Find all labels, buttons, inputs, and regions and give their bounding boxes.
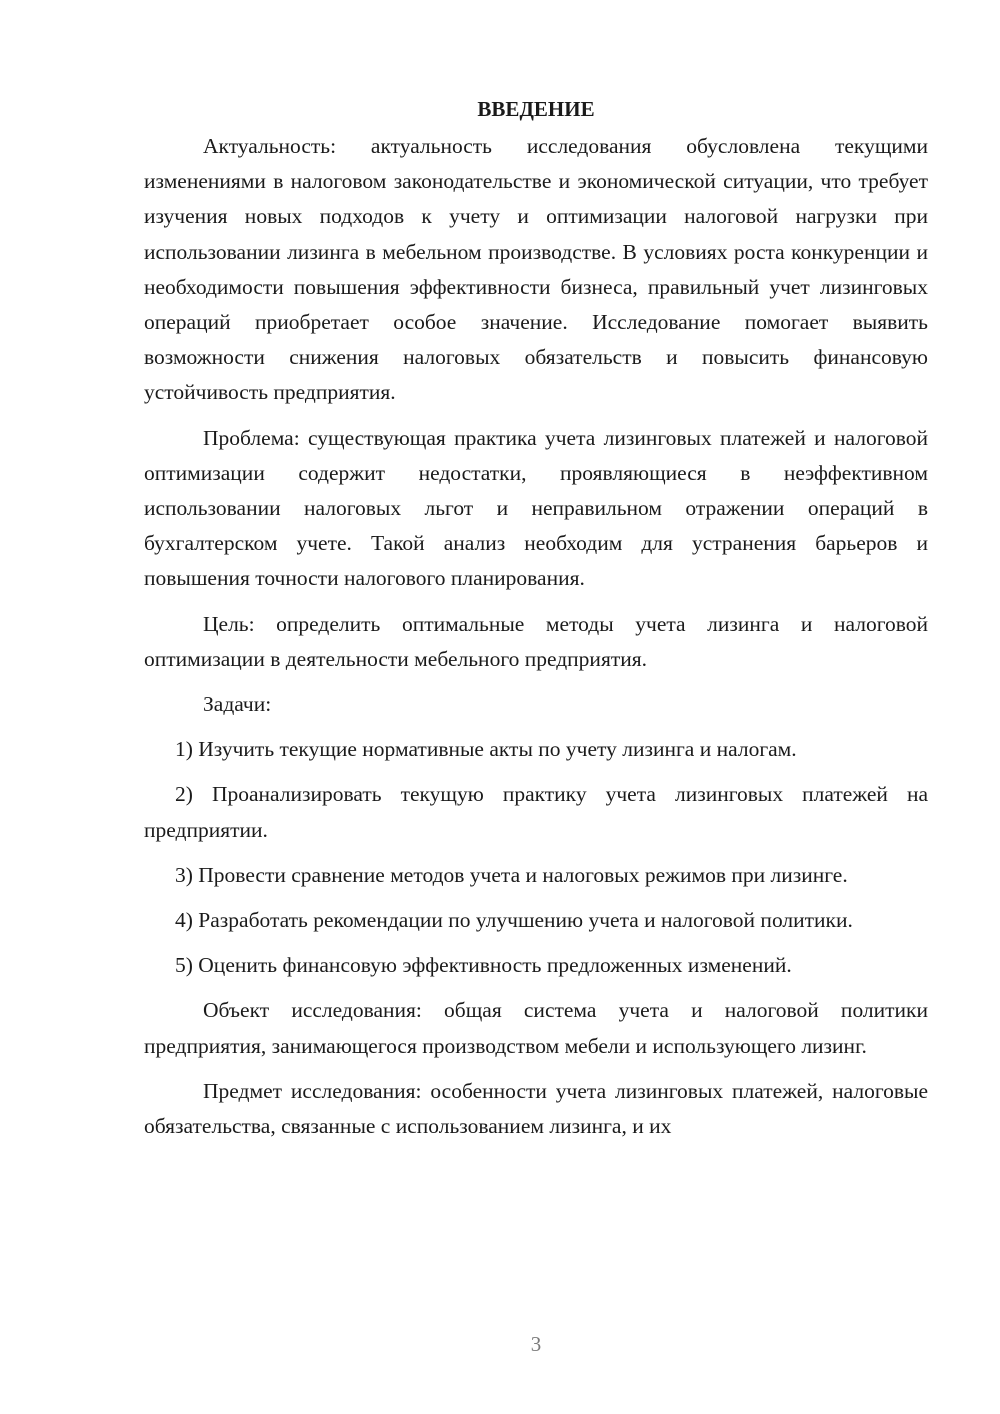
task-item-3: 3) Провести сравнение методов учета и налоговых режимов при лизинге. (175, 862, 848, 887)
task-item-1: 1) Изучить текущие нормативные акты по учету лизинга и налогам. (175, 737, 797, 762)
paragraph-object: Объект исследования: общая система учета и налоговой политики предприятия, занимающегося производством мебели и использующего лизинг. (144, 998, 928, 1058)
paragraph-subject: Предмет исследования: особенности учета лизинговых платежей, налоговые обязательства, связанные с использованием лизинга, и их (144, 1078, 928, 1139)
document-page (144, 92, 928, 1144)
paragraph-problem: Проблема: существующая практика учета лизинговых платежей и налоговой оптимизации содержит недостатки, проявляющиеся в неэффективном использовании налоговых льгот и неправильном отражении операций в бухгалтерском учете. Такой анализ необходим для устранения барьеров и повышения точности налогового планирования. (144, 425, 928, 591)
tasks-label: Задачи: (203, 692, 272, 717)
task-item-5: 5) Оценить финансовую эффективность предложенных изменений. (175, 953, 792, 978)
section-heading: ВВЕДЕНИЕ (477, 97, 595, 121)
task-item-4: 4) Разработать рекомендации по улучшению учета и налоговой политики. (175, 908, 853, 933)
task-item-2: 2) Проанализировать текущую практику учета лизинговых платежей на предприятии. (144, 782, 928, 842)
paragraph-goal: Цель: определить оптимальные методы учета лизинга и налоговой оптимизации в деятельности мебельного предприятия. (144, 611, 928, 671)
page-number: 3 (530, 1332, 542, 1356)
paragraph-relevance: Актуальность: актуальность исследования обусловлена текущими изменениями в налоговом законодательстве и экономической ситуации, что требует изучения новых подходов к учету и оптимизации налоговой нагрузки при использовании лизинга в мебельном производстве. В условиях роста конкуренции и необходимости повышения эффективности бизнеса, правильный учет лизинговых операций приобретает особое значение. Исследование помогает выявить возможности снижения налоговых обязательств и повысить финансовую устойчивость предприятия. (144, 134, 928, 405)
